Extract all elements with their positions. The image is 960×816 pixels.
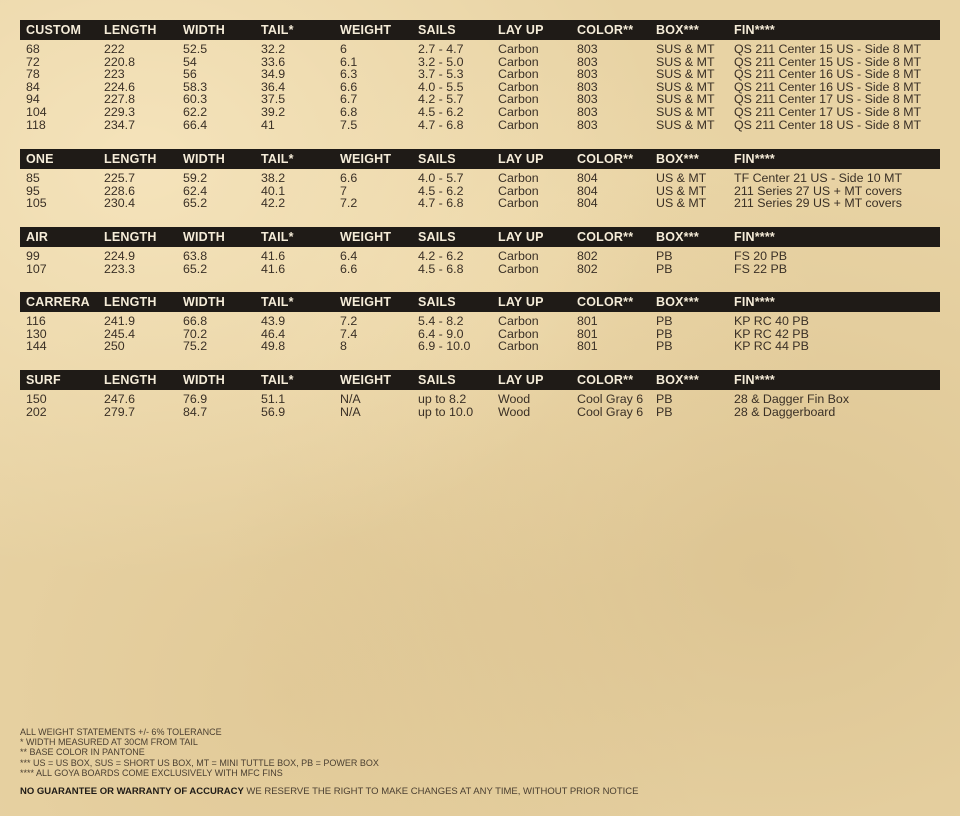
table-cell: Carbon — [498, 249, 539, 263]
table-cell: PB — [656, 261, 673, 276]
table-cell: 49.8 — [261, 339, 286, 354]
table-cell: KP RC 42 PB — [734, 326, 809, 341]
table-header — [20, 20, 940, 40]
header-cell: AIR — [26, 230, 49, 244]
table-cell: US & MT — [656, 183, 707, 198]
footnote: * WIDTH MEASURED AT 30CM FROM TAIL — [20, 737, 198, 748]
table-cell: 84.7 — [183, 404, 208, 419]
table-cell: PB — [656, 314, 673, 328]
table-cell: QS 211 Center 15 US - Side 8 MT — [734, 54, 922, 69]
header-cell: TAIL* — [261, 152, 294, 166]
table-cell: 65.2 — [183, 261, 208, 276]
table-cell: 54 — [183, 54, 197, 69]
specs-table-one — [20, 149, 940, 210]
table-cell: Wood — [498, 404, 531, 419]
table-cell: 6.6 — [340, 79, 358, 94]
table-cell: 75.2 — [183, 339, 208, 354]
table-cell: 99 — [26, 249, 40, 263]
table-cell: 7 — [340, 183, 347, 198]
specs-table-surf — [20, 370, 940, 418]
table-cell: Carbon — [498, 67, 539, 82]
table-cell: 6 — [340, 42, 347, 56]
table-cell: 222 — [104, 42, 125, 56]
table-cell: 4.0 - 5.5 — [418, 79, 464, 94]
header-cell: ONE — [26, 152, 54, 166]
table-cell: 803 — [577, 54, 598, 69]
table-cell: 84 — [26, 79, 40, 94]
table-cell: QS 211 Center 16 US - Side 8 MT — [734, 79, 922, 94]
table-cell: 801 — [577, 326, 598, 341]
table-cell: 4.7 - 6.8 — [418, 117, 464, 132]
header-cell: FIN**** — [734, 230, 775, 244]
table-row — [20, 119, 940, 132]
table-row — [20, 250, 940, 263]
table-cell: 211 Series 29 US + MT covers — [734, 196, 902, 211]
table-cell: 38.2 — [261, 171, 286, 185]
header-cell: LAY UP — [498, 23, 544, 37]
header-cell: CARRERA — [26, 295, 90, 309]
table-cell: SUS & MT — [656, 92, 715, 107]
table-cell: 107 — [26, 261, 47, 276]
header-cell: COLOR** — [577, 295, 634, 309]
table-cell: 6.6 — [340, 171, 358, 185]
table-cell: Cool Gray 6 — [577, 404, 644, 419]
table-cell: 3.7 - 5.3 — [418, 67, 464, 82]
table-cell: 59.2 — [183, 171, 208, 185]
footnote: ALL WEIGHT STATEMENTS +/- 6% TOLERANCE — [20, 727, 222, 737]
disclaimer-text: WE RESERVE THE RIGHT TO MAKE CHANGES AT ANY TIME, WITHOUT PRIOR NOTICE — [243, 786, 639, 797]
table-cell: 234.7 — [104, 117, 136, 132]
table-cell: 250 — [104, 339, 125, 354]
table-header — [20, 292, 940, 312]
header-cell: LAY UP — [498, 152, 544, 166]
header-cell: FIN**** — [734, 373, 775, 387]
table-body — [20, 40, 940, 131]
table-cell: 802 — [577, 249, 598, 263]
table-cell: US & MT — [656, 171, 707, 185]
header-cell: SAILS — [418, 373, 456, 387]
table-cell: N/A — [340, 392, 361, 406]
table-cell: 802 — [577, 261, 598, 276]
table-row — [20, 43, 940, 56]
table-row — [20, 340, 940, 353]
header-cell: TAIL* — [261, 373, 294, 387]
table-cell: 118 — [26, 117, 46, 132]
specs-table-carrera — [20, 292, 940, 353]
table-cell: 3.2 - 5.0 — [418, 54, 464, 69]
table-cell: 7.2 — [340, 196, 358, 211]
table-cell: SUS & MT — [656, 67, 715, 82]
header-cell: SAILS — [418, 230, 456, 244]
table-cell: PB — [656, 404, 673, 419]
table-cell: PB — [656, 326, 673, 341]
table-row — [20, 315, 940, 328]
table-cell: 43.9 — [261, 314, 286, 328]
table-cell: 4.2 - 6.2 — [418, 249, 464, 263]
table-cell: 247.6 — [104, 392, 136, 406]
header-cell: WIDTH — [183, 152, 225, 166]
table-cell: up to 8.2 — [418, 392, 467, 406]
table-cell: 52.5 — [183, 42, 208, 56]
table-cell: 32.2 — [261, 42, 286, 56]
table-cell: 56 — [183, 67, 197, 82]
table-cell: 150 — [26, 392, 47, 406]
table-cell: 202 — [26, 404, 47, 419]
table-cell: 7.4 — [340, 326, 358, 341]
table-cell: KP RC 40 PB — [734, 314, 809, 328]
table-body — [20, 390, 940, 418]
table-cell: 803 — [577, 67, 598, 82]
specs-table-custom — [20, 20, 940, 131]
table-cell: Carbon — [498, 54, 539, 69]
table-cell: 4.5 - 6.8 — [418, 261, 464, 276]
table-cell: 220.8 — [104, 54, 136, 69]
table-cell: Wood — [498, 392, 531, 406]
header-cell: BOX*** — [656, 152, 699, 166]
header-cell: TAIL* — [261, 23, 294, 37]
table-cell: 2.7 - 4.7 — [418, 42, 464, 56]
header-cell: FIN**** — [734, 295, 775, 309]
table-cell: PB — [656, 249, 673, 263]
header-cell: WIDTH — [183, 295, 225, 309]
table-cell: 6.3 — [340, 67, 358, 82]
table-cell: 70.2 — [183, 326, 208, 341]
table-cell: 211 Series 27 US + MT covers — [734, 183, 902, 198]
footnote: *** US = US BOX, SUS = SHORT US BOX, MT = MINI TUTTLE BOX, PB = POWER BOX — [20, 757, 379, 768]
table-cell: 803 — [577, 104, 598, 119]
table-cell: 228.6 — [104, 183, 136, 198]
specs-table-air — [20, 227, 940, 275]
header-cell: COLOR** — [577, 152, 634, 166]
table-cell: 34.9 — [261, 67, 286, 82]
header-cell: SURF — [26, 373, 61, 387]
table-cell: Carbon — [498, 104, 539, 119]
table-cell: SUS & MT — [656, 54, 715, 69]
header-cell: WIDTH — [183, 373, 225, 387]
table-cell: SUS & MT — [656, 42, 715, 56]
table-cell: 803 — [577, 117, 598, 132]
table-cell: 7.5 — [340, 117, 358, 132]
disclaimer — [20, 786, 638, 797]
table-cell: 4.2 - 5.7 — [418, 92, 464, 107]
table-cell: 801 — [577, 339, 598, 354]
header-cell: LENGTH — [104, 152, 157, 166]
table-cell: PB — [656, 392, 673, 406]
table-cell: 803 — [577, 92, 598, 107]
header-cell: LENGTH — [104, 295, 157, 309]
table-header — [20, 370, 940, 390]
table-cell: 78 — [26, 67, 40, 82]
header-cell: WEIGHT — [340, 23, 392, 37]
table-cell: Cool Gray 6 — [577, 392, 644, 406]
table-cell: up to 10.0 — [418, 404, 474, 419]
table-row — [20, 68, 940, 81]
table-cell: 46.4 — [261, 326, 286, 341]
header-cell: LENGTH — [104, 23, 157, 37]
table-cell: Carbon — [498, 326, 539, 341]
table-cell: 230.4 — [104, 196, 136, 211]
table-cell: 104 — [26, 104, 47, 119]
table-cell: 241.9 — [104, 314, 136, 328]
table-cell: 116 — [26, 314, 46, 328]
header-cell: BOX*** — [656, 230, 699, 244]
table-cell: QS 211 Center 17 US - Side 8 MT — [734, 104, 922, 119]
table-cell: QS 211 Center 18 US - Side 8 MT — [734, 117, 922, 132]
table-cell: 804 — [577, 196, 598, 211]
table-cell: QS 211 Center 16 US - Side 8 MT — [734, 67, 922, 82]
table-cell: 6.7 — [340, 92, 358, 107]
table-cell: 803 — [577, 79, 598, 94]
table-cell: 801 — [577, 314, 598, 328]
table-cell: QS 211 Center 15 US - Side 8 MT — [734, 42, 922, 56]
header-cell: COLOR** — [577, 23, 634, 37]
footnotes — [20, 727, 379, 778]
table-row — [20, 393, 940, 406]
header-cell: SAILS — [418, 295, 456, 309]
table-cell: US & MT — [656, 196, 707, 211]
table-cell: 41.6 — [261, 261, 286, 276]
table-cell: 60.3 — [183, 92, 208, 107]
header-cell: FIN**** — [734, 152, 775, 166]
table-cell: 95 — [26, 183, 40, 198]
table-cell: 42.2 — [261, 196, 286, 211]
table-cell: 33.6 — [261, 54, 286, 69]
table-row — [20, 263, 940, 276]
table-cell: 279.7 — [104, 404, 136, 419]
table-cell: Carbon — [498, 261, 539, 276]
header-cell: WIDTH — [183, 23, 225, 37]
header-cell: COLOR** — [577, 230, 634, 244]
table-cell: 6.9 - 10.0 — [418, 339, 471, 354]
table-cell: 72 — [26, 54, 40, 69]
table-cell: Carbon — [498, 171, 539, 185]
footnote: ** BASE COLOR IN PANTONE — [20, 747, 145, 758]
table-cell: 229.3 — [104, 104, 136, 119]
table-cell: SUS & MT — [656, 117, 715, 132]
table-cell: 804 — [577, 171, 598, 185]
table-header — [20, 227, 940, 247]
table-cell: N/A — [340, 404, 361, 419]
header-cell: TAIL* — [261, 295, 294, 309]
table-row — [20, 172, 940, 185]
table-cell: Carbon — [498, 42, 539, 56]
header-cell: WEIGHT — [340, 373, 392, 387]
table-cell: 7.2 — [340, 314, 358, 328]
table-cell: SUS & MT — [656, 104, 715, 119]
table-header — [20, 149, 940, 169]
table-cell: 804 — [577, 183, 598, 198]
table-row — [20, 197, 940, 210]
table-cell: 56.9 — [261, 404, 286, 419]
table-cell: 58.3 — [183, 79, 208, 94]
header-cell: LENGTH — [104, 230, 157, 244]
table-cell: 5.4 - 8.2 — [418, 314, 464, 328]
table-cell: 4.0 - 5.7 — [418, 171, 464, 185]
table-cell: 76.9 — [183, 392, 208, 406]
table-row — [20, 406, 940, 419]
header-cell: SAILS — [418, 152, 456, 166]
table-body — [20, 169, 940, 210]
table-cell: 130 — [26, 326, 47, 341]
header-cell: WEIGHT — [340, 295, 392, 309]
header-cell: LAY UP — [498, 230, 544, 244]
table-cell: 144 — [26, 339, 47, 354]
disclaimer-bold: NO GUARANTEE OR WARRANTY OF ACCURACY — [20, 786, 244, 797]
table-cell: 37.5 — [261, 92, 286, 107]
table-cell: 28 & Daggerboard — [734, 404, 836, 419]
header-cell: BOX*** — [656, 373, 699, 387]
table-cell: 6.4 — [340, 249, 358, 263]
header-cell: TAIL* — [261, 230, 294, 244]
table-cell: 6.8 — [340, 104, 358, 119]
header-cell: CUSTOM — [26, 23, 82, 37]
table-cell: 62.4 — [183, 183, 208, 198]
table-cell: 6.6 — [340, 261, 358, 276]
table-cell: FS 20 PB — [734, 249, 788, 263]
table-cell: 94 — [26, 92, 40, 107]
table-cell: 223.3 — [104, 261, 136, 276]
table-cell: 39.2 — [261, 104, 286, 119]
header-cell: LAY UP — [498, 295, 544, 309]
table-cell: 245.4 — [104, 326, 136, 341]
table-cell: 68 — [26, 42, 40, 56]
table-cell: 4.7 - 6.8 — [418, 196, 464, 211]
table-cell: SUS & MT — [656, 79, 715, 94]
table-cell: 227.8 — [104, 92, 136, 107]
table-cell: Carbon — [498, 314, 539, 328]
table-cell: 62.2 — [183, 104, 208, 119]
header-cell: FIN**** — [734, 23, 775, 37]
table-cell: 224.6 — [104, 79, 136, 94]
header-cell: LAY UP — [498, 373, 544, 387]
table-cell: 225.7 — [104, 171, 136, 185]
table-cell: 41 — [261, 117, 275, 132]
table-cell: Carbon — [498, 183, 539, 198]
header-cell: LENGTH — [104, 373, 157, 387]
table-cell: 6.4 - 9.0 — [418, 326, 464, 341]
table-cell: 803 — [577, 42, 598, 56]
table-cell: 6.1 — [340, 54, 358, 69]
table-cell: 41.6 — [261, 249, 286, 263]
table-cell: 4.5 - 6.2 — [418, 104, 464, 119]
table-cell: QS 211 Center 17 US - Side 8 MT — [734, 92, 922, 107]
table-cell: 63.8 — [183, 249, 208, 263]
header-cell: WIDTH — [183, 230, 225, 244]
table-cell: 223 — [104, 67, 125, 82]
table-cell: KP RC 44 PB — [734, 339, 809, 354]
table-cell: 224.9 — [104, 249, 136, 263]
table-cell: FS 22 PB — [734, 261, 788, 276]
table-cell: 40.1 — [261, 183, 286, 198]
table-cell: Carbon — [498, 339, 539, 354]
table-cell: PB — [656, 339, 673, 354]
table-row — [20, 106, 940, 119]
table-cell: 65.2 — [183, 196, 208, 211]
table-cell: 85 — [26, 171, 40, 185]
table-cell: 8 — [340, 339, 347, 354]
table-cell: Carbon — [498, 79, 539, 94]
table-cell: Carbon — [498, 196, 539, 211]
table-cell: 66.8 — [183, 314, 208, 328]
table-cell: Carbon — [498, 92, 539, 107]
header-cell: WEIGHT — [340, 152, 392, 166]
footnote: **** ALL GOYA BOARDS COME EXCLUSIVELY WITH MFC FINS — [20, 767, 283, 778]
table-cell: 105 — [26, 196, 47, 211]
table-cell: 66.4 — [183, 117, 208, 132]
table-cell: TF Center 21 US - Side 10 MT — [734, 171, 903, 185]
table-body — [20, 312, 940, 353]
table-cell: 51.1 — [261, 392, 286, 406]
table-body — [20, 247, 940, 275]
table-cell: 36.4 — [261, 79, 286, 94]
table-cell: 4.5 - 6.2 — [418, 183, 464, 198]
header-cell: BOX*** — [656, 23, 699, 37]
header-cell: BOX*** — [656, 295, 699, 309]
header-cell: WEIGHT — [340, 230, 392, 244]
header-cell: SAILS — [418, 23, 456, 37]
table-cell: 28 & Dagger Fin Box — [734, 392, 850, 406]
header-cell: COLOR** — [577, 373, 634, 387]
table-cell: Carbon — [498, 117, 539, 132]
